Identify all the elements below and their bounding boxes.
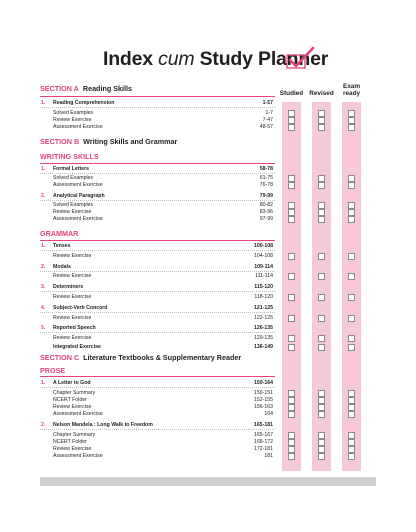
grammar-heading: GRAMMAR <box>40 229 79 238</box>
studied-checkbox[interactable] <box>288 209 295 216</box>
section-a-code: SECTION A <box>40 84 79 93</box>
revised-checkbox[interactable] <box>318 446 325 453</box>
studied-checkbox[interactable] <box>288 117 295 124</box>
item-number: 1. <box>41 100 46 106</box>
subitem-pages: 48-57 <box>259 124 273 130</box>
subitem-label: Review Exercise <box>53 315 92 321</box>
studied-checkbox[interactable] <box>288 446 295 453</box>
studied-checkbox[interactable] <box>288 344 295 351</box>
subitem-label: NCERT Folder <box>53 439 87 445</box>
item-pages: 126-135 <box>253 325 273 331</box>
exam-ready-checkbox[interactable] <box>348 253 355 260</box>
item-title: Integrated Exercise <box>53 344 101 350</box>
item-number: 2. <box>41 193 46 199</box>
subitem-label: Chapter Summary <box>53 390 96 396</box>
item-number: 5. <box>41 325 46 331</box>
exam-ready-header <box>336 84 367 98</box>
list-subitem <box>40 410 275 418</box>
studied-checkbox[interactable] <box>288 404 295 411</box>
studied-checkbox[interactable] <box>288 411 295 418</box>
list-subitem <box>40 181 275 189</box>
revised-checkbox[interactable] <box>318 253 325 260</box>
revised-checkbox[interactable] <box>318 202 325 209</box>
item-number: 4. <box>41 305 46 311</box>
exam-ready-checkbox[interactable] <box>348 216 355 223</box>
subitem-label: Review Exercise <box>53 446 92 452</box>
exam-ready-checkbox[interactable] <box>348 175 355 182</box>
subitem-pages: 118-120 <box>254 294 273 300</box>
prose-heading: PROSE <box>40 366 66 375</box>
item-pages: 150-164 <box>253 380 273 386</box>
subitem-label: Review Exercise <box>53 209 92 215</box>
list-item <box>40 379 275 387</box>
studied-checkbox[interactable] <box>288 202 295 209</box>
studied-checkbox[interactable] <box>288 335 295 342</box>
revised-checkbox[interactable] <box>318 404 325 411</box>
subitem-pages: 97-99 <box>259 216 273 222</box>
item-pages: 115-120 <box>254 284 273 290</box>
subitem-label: Review Exercise <box>53 117 92 123</box>
revised-checkbox[interactable] <box>318 110 325 117</box>
exam-ready-checkbox[interactable] <box>348 390 355 397</box>
subitem-pages: 172-181 <box>253 446 273 452</box>
subitem-label: Solved Examples <box>53 202 94 208</box>
revised-header: Revised <box>309 90 334 97</box>
studied-checkbox[interactable] <box>288 453 295 460</box>
item-number: 1. <box>41 243 46 249</box>
subitem-label: Assessment Exercise <box>53 453 103 459</box>
grammar-rule <box>40 240 275 241</box>
revised-checkbox[interactable] <box>318 124 325 131</box>
exam-ready-checkbox[interactable] <box>348 411 355 418</box>
studied-checkbox[interactable] <box>288 439 295 446</box>
revised-checkbox[interactable] <box>318 390 325 397</box>
divider <box>40 107 275 108</box>
revised-checkbox[interactable] <box>318 209 325 216</box>
studied-checkbox[interactable] <box>288 294 295 301</box>
studied-checkbox[interactable] <box>288 432 295 439</box>
list-item <box>40 421 275 429</box>
revised-checkbox[interactable] <box>318 439 325 446</box>
item-title: Reading Comprehension <box>53 100 115 106</box>
revised-checkbox[interactable] <box>318 315 325 322</box>
revised-checkbox[interactable] <box>318 453 325 460</box>
revised-checkbox[interactable] <box>318 344 325 351</box>
subitem-label: Review Exercise <box>53 294 92 300</box>
list-item <box>40 242 275 250</box>
studied-checkbox[interactable] <box>288 110 295 117</box>
subitem-pages: 80-82 <box>259 202 273 208</box>
list-subitem <box>40 215 275 223</box>
exam-ready-checkbox[interactable] <box>348 439 355 446</box>
checkmark-logo-icon <box>281 46 315 70</box>
subitem-label: Review Exercise <box>53 253 92 259</box>
subitem-pages: 164 <box>264 411 273 417</box>
item-title: Subject-Verb Concord <box>53 305 108 311</box>
revised-checkbox[interactable] <box>318 175 325 182</box>
subitem-label: NCERT Folder <box>53 397 87 403</box>
writing-skills-heading: WRITING SKILLS <box>40 152 99 161</box>
subitem-pages: 165-167 <box>253 432 273 438</box>
studied-checkbox[interactable] <box>288 273 295 280</box>
subitem-label: Review Exercise <box>53 273 92 279</box>
subitem-pages: 150-151 <box>253 390 273 396</box>
item-number: 1. <box>41 166 46 172</box>
exam-ready-checkbox[interactable] <box>348 182 355 189</box>
title-rest: Study Planner <box>199 48 329 70</box>
item-pages: 121-125 <box>253 305 273 311</box>
studied-checkbox[interactable] <box>288 253 295 260</box>
list-subitem <box>40 334 275 342</box>
subitem-pages: 156-163 <box>253 404 273 410</box>
prose-rule <box>40 376 275 377</box>
list-subitem <box>40 293 275 301</box>
section-a-heading <box>40 84 132 94</box>
revised-checkbox[interactable] <box>318 335 325 342</box>
divider <box>40 387 275 388</box>
subitem-label: Chapter Summary <box>53 432 96 438</box>
list-subitem <box>40 123 275 131</box>
exam-ready-line1: Exam <box>342 83 361 90</box>
item-title: Nelson Mandela : Long Walk to Freedom <box>53 422 153 428</box>
studied-header: Studied <box>279 90 304 97</box>
exam-ready-checkbox[interactable] <box>348 294 355 301</box>
subitem-label: Assessment Exercise <box>53 411 103 417</box>
list-subitem <box>40 314 275 322</box>
divider <box>40 250 275 251</box>
item-title: Determiners <box>53 284 84 290</box>
item-title: Reported Speech <box>53 325 96 331</box>
exam-ready-checkbox[interactable] <box>348 453 355 460</box>
section-b-code: SECTION B <box>40 137 80 146</box>
subitem-pages: 152-155 <box>253 397 273 403</box>
studied-checkbox[interactable] <box>288 124 295 131</box>
exam-ready-checkbox[interactable] <box>348 432 355 439</box>
section-b-heading <box>40 137 177 147</box>
list-item <box>40 192 275 200</box>
list-subitem <box>40 452 275 460</box>
section-c-title: Literature Textbooks & Supplementary Reader <box>83 353 242 362</box>
divider <box>40 312 275 313</box>
integrated-exercise-row <box>40 343 275 351</box>
studied-checkbox[interactable] <box>288 397 295 404</box>
item-pages: 58-78 <box>259 166 273 172</box>
revised-checkbox[interactable] <box>318 294 325 301</box>
title-index: Index <box>103 48 153 70</box>
item-pages: 79-99 <box>259 193 273 199</box>
subitem-label: Assessment Exercise <box>53 124 103 130</box>
section-b-title: Writing Skills and Grammar <box>83 137 178 146</box>
exam-ready-checkbox[interactable] <box>348 344 355 351</box>
list-item <box>40 304 275 312</box>
exam-ready-checkbox[interactable] <box>348 335 355 342</box>
item-number: 3. <box>41 284 46 290</box>
exam-ready-checkbox[interactable] <box>348 202 355 209</box>
list-item <box>40 263 275 271</box>
exam-ready-checkbox[interactable] <box>348 110 355 117</box>
revised-checkbox[interactable] <box>318 117 325 124</box>
exam-ready-checkbox[interactable] <box>348 404 355 411</box>
subitem-pages: 76-78 <box>259 182 273 188</box>
page-header <box>0 44 416 74</box>
list-item <box>40 99 275 107</box>
studied-checkbox[interactable] <box>288 182 295 189</box>
subitem-label: Solved Examples <box>53 110 94 116</box>
subitem-pages: 111-114 <box>255 273 273 279</box>
studied-checkbox[interactable] <box>288 390 295 397</box>
exam-ready-checkbox[interactable] <box>348 273 355 280</box>
revised-checkbox[interactable] <box>318 411 325 418</box>
item-title: Formal Letters <box>53 166 90 172</box>
subitem-label: Review Exercise <box>53 335 92 341</box>
subitem-pages: 122-125 <box>253 315 273 321</box>
section-a-title: Reading Skills <box>82 84 133 93</box>
studied-checkbox[interactable] <box>288 175 295 182</box>
section-c-heading <box>40 353 241 363</box>
revised-checkbox[interactable] <box>318 273 325 280</box>
revised-checkbox[interactable] <box>318 216 325 223</box>
section-a-rule <box>40 96 275 97</box>
subitem-pages: 61-75 <box>259 175 273 181</box>
list-subitem <box>40 272 275 280</box>
exam-ready-checkbox[interactable] <box>348 315 355 322</box>
item-title: A Letter to God <box>53 380 91 386</box>
footer-bar <box>40 477 376 486</box>
subitem-pages: 7-47 <box>262 117 273 123</box>
exam-ready-line2: ready <box>342 89 361 97</box>
divider <box>40 429 275 430</box>
divider <box>40 332 275 333</box>
section-c-code: SECTION C <box>40 353 80 362</box>
revised-checkbox[interactable] <box>318 182 325 189</box>
exam-ready-checkbox[interactable] <box>348 124 355 131</box>
list-item <box>40 324 275 332</box>
subitem-pages: 83-96 <box>259 209 273 215</box>
studied-checkbox[interactable] <box>288 216 295 223</box>
divider <box>40 291 275 292</box>
item-pages: 136-149 <box>253 344 273 350</box>
item-title: Analytical Paragraph <box>53 193 105 199</box>
exam-ready-checkbox[interactable] <box>348 446 355 453</box>
revised-checkbox[interactable] <box>318 397 325 404</box>
item-number: 1. <box>41 380 46 386</box>
item-number: 2. <box>41 264 46 270</box>
item-title: Tenses <box>53 243 71 249</box>
revised-checkbox[interactable] <box>318 432 325 439</box>
subitem-pages: 168-172 <box>253 439 273 445</box>
subitem-pages: 181 <box>264 453 273 459</box>
subitem-label: Solved Examples <box>53 175 94 181</box>
title-cum: cum <box>158 48 195 70</box>
subitem-pages: 1-7 <box>265 110 273 116</box>
list-item <box>40 165 275 173</box>
exam-ready-checkbox[interactable] <box>348 209 355 216</box>
subitem-label: Assessment Exercise <box>53 216 103 222</box>
writing-rule <box>40 163 275 164</box>
item-title: Modals <box>53 264 71 270</box>
exam-ready-checkbox[interactable] <box>348 117 355 124</box>
subitem-label: Assessment Exercise <box>53 182 103 188</box>
studied-checkbox[interactable] <box>288 315 295 322</box>
exam-ready-checkbox[interactable] <box>348 397 355 404</box>
subitem-pages: 104-108 <box>253 253 273 259</box>
subitem-pages: 129-135 <box>253 335 273 341</box>
item-pages: 165-181 <box>253 422 273 428</box>
item-number: 2. <box>41 422 46 428</box>
item-pages: 100-108 <box>253 243 273 249</box>
list-subitem <box>40 252 275 260</box>
subitem-label: Review Exercise <box>53 404 92 410</box>
list-item <box>40 283 275 291</box>
item-pages: 109-114 <box>254 264 273 270</box>
item-pages: 1-57 <box>262 100 273 106</box>
